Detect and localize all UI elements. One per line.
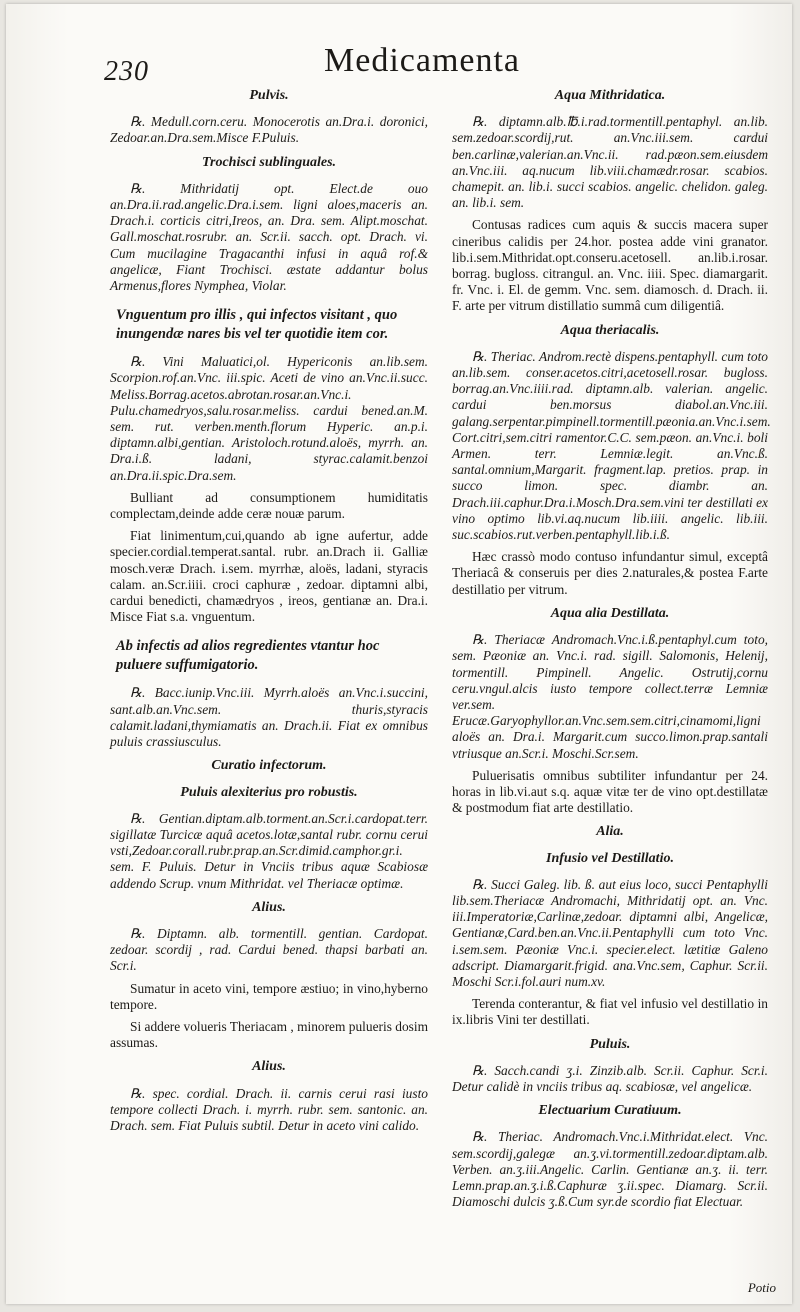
instruction-paragraph: Puluerisatis omnibus subtiliter infundantur per 24. horas in lib.vi.aut s.q. aquæ vitæ ter de vino opt.destillatæ & postmodum fiat arte destillatio. <box>452 767 768 816</box>
recipe-paragraph: ℞. Vini Maluatici,ol. Hypericonis an.lib.sem. Scorpion.rof.an.Vnc. iii.spic. Aceti de vino an.Vnc.ii.succ. Meliss.Borrag.acetos.abrotan.rosar.an.Vnc.i. Pulu.chamedryos,salu.rosar.meliss. cardui bened.an.M. sem. rut. verben.menth.florum Hyperic. an.p.i. diptamn.albi,gentian. Aristoloch.rotund.aloës, myrrh. an. Dra.i.ß. ladani, styrac.calamit.benzoi an.Dra.ii.spic.Dra.sem. <box>110 354 428 483</box>
recipe-paragraph: ℞. diptamn.alb.℔.i.rad.tormentill.pentaphyl. an.lib. sem.zedoar.scordij,rut. an.Vnc.iii.sem. cardui ben.carlinæ,valerian.an.Vnc.ii. rad.pæon.sem.eiusdem an.Vnc.iii. aq.nucum lib.viii.chamædr.rosar. scabios. chamepit. an. lib.i. succi scabios. angelic. chelidon. galeg. an. lib.i. sem. <box>452 114 768 211</box>
recipe-paragraph: ℞. Mithridatij opt. Elect.de ouo an.Dra.ii.rad.angelic.Dra.i.sem. ligni aloes,maceris an. Drach.i. corticis citri,Ireos, an. Dra. sem. Alipt.moschat. Gall.moschat.rosrubr. an. Scr.ii. sacch. opt. Drach. vi. Cum mucilagine Tragacanthi infusi in aquâ rof.& angelicæ, Fiant Trochisci. æstate addantur bolus Armenus,flores Nymphea, Violar. <box>110 180 428 294</box>
section-heading: Pulvis. <box>249 88 289 103</box>
instruction-paragraph: Contusas radices cum aquis & succis macera super cineribus calidis per 24.hor. postea adde vini granator. lib.i.sem.Mithridat.opt.conseru.acetosell. an.lib.i.rosar. borrag. bugloss. citrangul. an. Vnc. iiii. Spec. diamargarit. fr. Vnc. i. El. de gemm. Vnc. sem. diamosch. d. Drach. ii. F. arte per vitrum distillatio summâ cum diligentiâ. <box>452 217 768 314</box>
section-heading: Aqua theriacalis. <box>560 322 660 338</box>
section-heading: Trochisci sublinguales. <box>201 154 337 170</box>
section-heading: Curatio infectorum. <box>211 758 327 774</box>
recipe-paragraph: ℞. Theriacæ Andromach.Vnc.i.ß.pentaphyl.cum toto, sem. Pæoniæ an. Vnc.i. rad. sigill. Salomonis, Helenij, tormentill. Pimpinell. Angelic. Ostrutij,cornu ceru.vngul.alcis iusto tempore collect.terræ Lemniæ ver.sem. Erucæ.Garyophyllor.an.Vnc.sem.sem.citri,cinamomi,ligni aloës an. Dra.i. Margarit.cum succo.limon.prap.santali vtriusque an.Scr.i. Moschi.Scr.sem. <box>452 632 768 761</box>
recipe-paragraph: ℞. spec. cordial. Drach. ii. carnis cerui rasi iusto tempore collecti Drach. i. myrrh. rubr. sem. santonic. an. Drach. sem. Fiat Puluis subtil. Detur in aceto vini calido. <box>110 1085 428 1133</box>
section-heading: Ab infectis ad alios regredientes vtantur hoc puluere suffumigatorio. <box>116 638 380 674</box>
left-column <box>110 88 428 1140</box>
instruction-paragraph: Sumatur in aceto vini, tempore æstiuo; in vino,hyberno tempore. <box>110 980 428 1012</box>
instruction-paragraph: Hæc crassò modo contuso infundantur simul, exceptâ Theriacâ & conseruis per dies 2.naturales,& postea F.arte destillatio per vitrum. <box>452 549 768 597</box>
recipe-paragraph: ℞. Theriac. Androm.rectè dispens.pentaphyll. cum toto an.lib.sem. conser.acetos.citri,acetosell.rosar. bugloss. borrag.an.Vnc.iiii.rad. diptamn.alb. valerian. angelic. cardui ben.morsus diabol.an.Vnc.iii. galang.serpentar.pimpinell.tormentill.pæonia.an.Vnc.i.sem. Cort.citri,sem.citri ramentor.C.C. sem.pæon. an.Vnc.i. boli Armen. terr. Lemniæ.legit. an.Vnc.ß. santal.omnium,Margarit. fragment.lap. pretios. prap. in succo limon. spec. diambr. an. Drach.iii.caphur.Dra.i.Mosch.Dra.sem.vini ter destillati ex vino optimo lib.vi.aq.nucum lib.iiii. angelic. lib.iii. suc.scabios.rut.verben.pentaphyll.lib.i.ß. <box>452 348 771 543</box>
recipe-paragraph: ℞. Succi Galeg. lib. ß. aut eius loco, succi Pentaphylli lib.sem.Theriacæ Andromachi, Mithridatij opt. an. Vnc. iii.Imperatoriæ,Carlinæ,zedoar. diptamni albi, Angelicæ, Gentianæ,Card.ben.an.Vnc.ii.Pentaphylli cum toto Vnc. i.sem.sem. Pæoniæ Vnc.i. specier.elect. lætitiæ Galeno adscript. Diamargarit.frigid. ana.Vnc.sem, Caphur. Scr.ii. Moschi Scr.i.fol.auri num.xv. <box>452 876 768 989</box>
recipe-paragraph: ℞. Gentian.diptam.alb.torment.an.Scr.i.cardopat.terr. sigillatæ Turcicæ aquâ acetos.lotæ,santal rubr. cornu cerui vsti,Zedoar.corall.rubr.prap.an.Scr.dimid.camphor.gr.i. sem. F. Puluis. Detur in Vnciis tribus aquæ Scabiosæ addendo Scrup. vnum Mithridat. vel Theriacæ optimæ. <box>110 810 428 891</box>
instruction-paragraph: Bulliant ad consumptionem humiditatis complectam,deinde adde ceræ nouæ parum. <box>110 489 428 522</box>
recipe-paragraph: ℞. Sacch.candi ʒ.i. Zinzib.alb. Scr.ii. Caphur. Scr.i. Detur calidè in vnciis tribus aq. scabiosæ, vel angelicæ. <box>452 1062 768 1094</box>
recipe-paragraph: ℞. Diptamn. alb. tormentill. gentian. Cardopat. zedoar. scordij , rad. Cardui bened. thapsi barbati an. Scr.i. <box>110 925 428 974</box>
section-heading: Alia. <box>596 824 624 840</box>
instruction-paragraph: Terenda conterantur, & fiat vel infusio vel destillatio in ix.libris Vini ter destillati. <box>452 996 768 1028</box>
running-title: Medicamenta <box>324 42 521 79</box>
section-heading: Infusio vel Destillatio. <box>546 850 674 866</box>
recipe-paragraph: ℞. Bacc.iunip.Vnc.iii. Myrrh.aloës an.Vnc.i.succini, sant.alb.an.Vnc.sem. thuris,styracis calamit.ladani,thymiamatis an. Drach.ii. Fiat ex omnibus puluis crassiusculus. <box>110 685 428 750</box>
book-page <box>6 4 792 1304</box>
catchword: Potio <box>747 1280 776 1295</box>
recipe-paragraph: ℞. Theriac. Andromach.Vnc.i.Mithridat.elect. Vnc. sem.scordij,galegæ an.ʒ.vi.tormentill.zedoar.diptam.alb. Verben. an.ʒ.iii.Angelic. Carlin. Gentianæ an.ʒ. ii. terr. Lemn.prap.an.ʒ.i.ß.Caphuræ ʒ.ii.spec. Diamarg. Scr.ii. Diamoschi dulcis ʒ.ß.Cum syr.de scordio fiat Electuar. <box>452 1129 768 1210</box>
section-heading: Puluis. <box>589 1036 631 1052</box>
right-column <box>452 88 771 1216</box>
instruction-paragraph: Fiat linimentum,cui,quando ab igne aufertur, adde specier.cordial.temperat.santal. rubr. an.Drach ii. Galliæ mosch.veræ Drach. i.sem. myrrhæ, aloës, ladani, styracis calam. an.Scr.iiii. croci caphuræ , zedoar. diptamni albi, cardui benedicti, chamædryos , ireos, gentianæ an. Dra.i. Misce Fiat s.a. vnguentum. <box>110 528 428 625</box>
recipe-paragraph: ℞. Medull.corn.ceru. Monocerotis an.Dra.i. doronici, Zedoar.an.Dra.sem.Misce F.Puluis. <box>110 114 428 146</box>
instruction-paragraph: Si addere volueris Theriacam , minorem pulueris dosim assumas. <box>110 1018 428 1051</box>
section-heading: Aqua alia Destillata. <box>550 605 670 621</box>
section-heading: Alius. <box>252 1059 286 1075</box>
page-number: 230 <box>104 56 149 87</box>
section-heading: Electuarium Curatiuum. <box>538 1103 682 1119</box>
section-heading: Alius. <box>252 899 286 915</box>
section-heading: Vnguentum pro illis , qui infectos visitant , quo inungendæ nares bis vel ter quotidie item cor. <box>116 307 398 343</box>
section-heading: Puluis alexiterius pro robustis. <box>180 784 358 800</box>
section-heading: Aqua Mithridatica. <box>554 88 666 103</box>
